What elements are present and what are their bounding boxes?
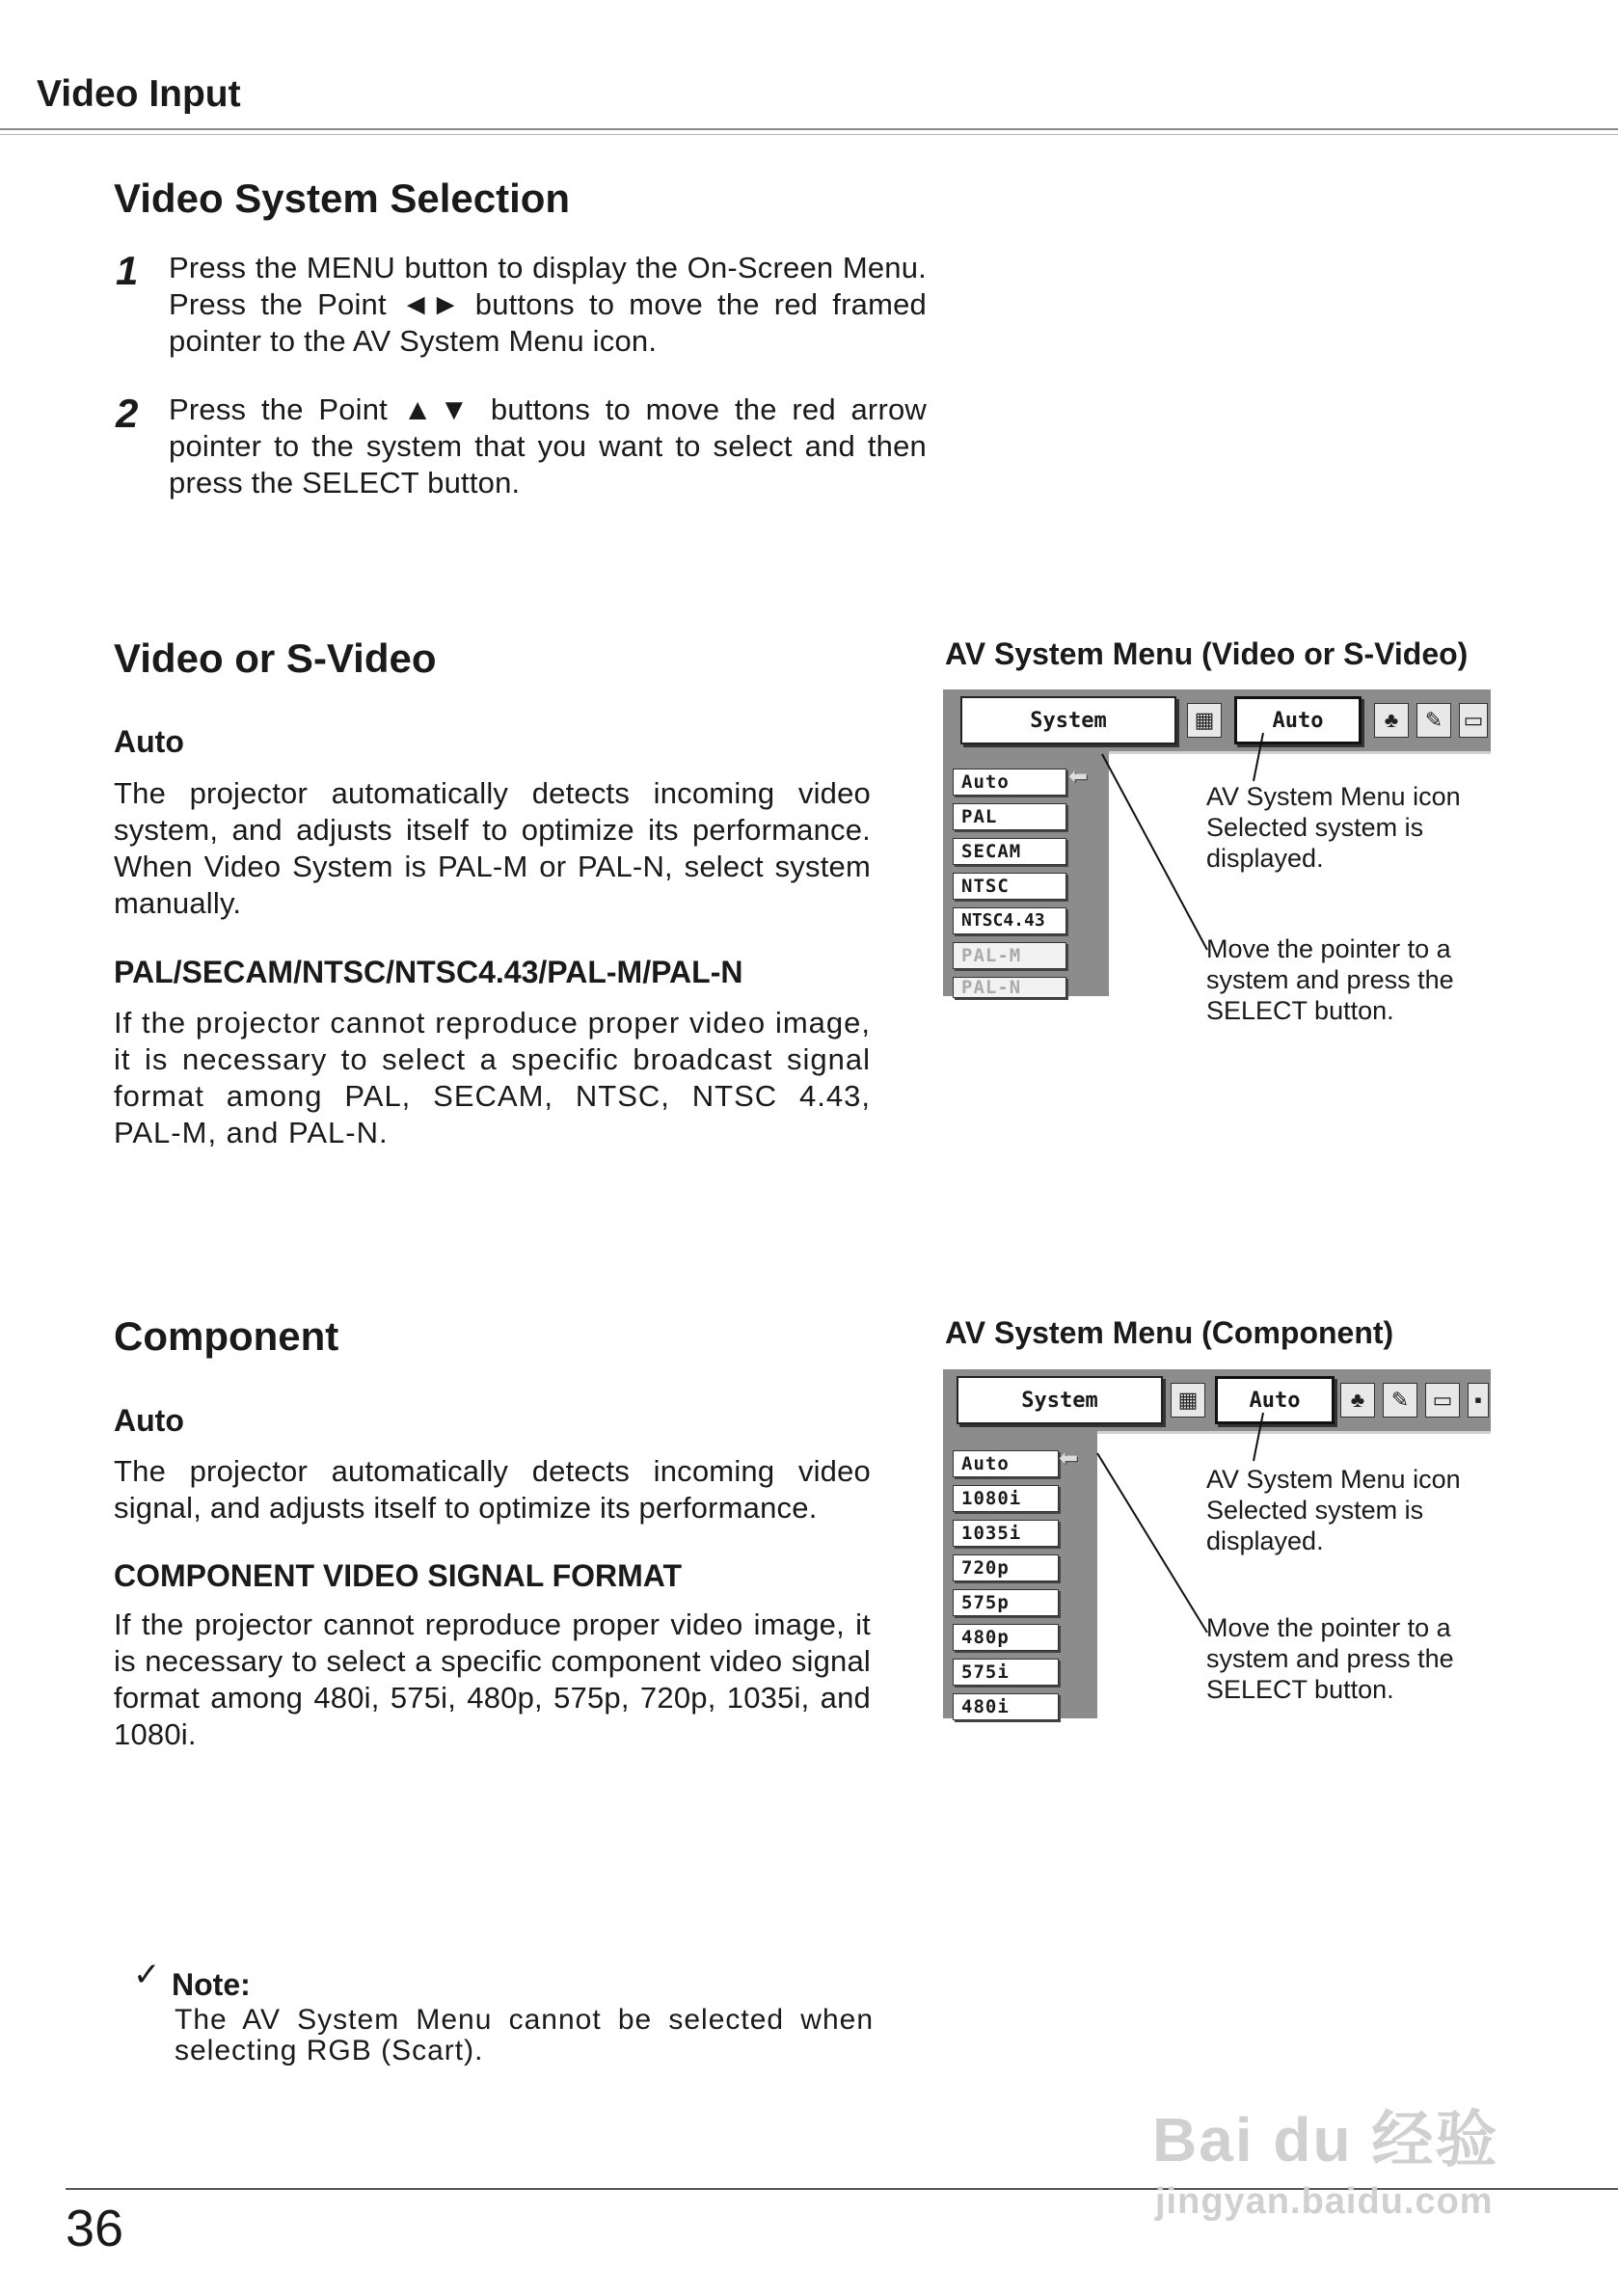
setting-icon: ✎ bbox=[1416, 703, 1451, 738]
annotation-menu-icon-component: AV System Menu icon Selected system is displayed. bbox=[1206, 1465, 1461, 1555]
section-title-component: Component bbox=[114, 1313, 339, 1359]
subsection-title-component-format: COMPONENT VIDEO SIGNAL FORMAT bbox=[114, 1558, 683, 1593]
menu-item-auto[interactable]: Auto bbox=[953, 769, 1066, 796]
menu-item-1035i[interactable]: 1035i bbox=[953, 1520, 1059, 1547]
menu-item-secam[interactable]: SECAM bbox=[953, 838, 1066, 865]
menu-item-480p[interactable]: 480p bbox=[953, 1624, 1059, 1651]
menu-item-auto[interactable]: Auto bbox=[953, 1450, 1059, 1477]
menu-item-575i[interactable]: 575i bbox=[953, 1659, 1059, 1686]
subsection-title-component-auto: Auto bbox=[114, 1403, 184, 1438]
auto-description: The projector automatically detects incoming video system, and adjusts itself to optimize its performance. When Video System is PAL-M or PAL-N, select system manually. bbox=[114, 776, 871, 920]
section-title-video-system-selection: Video System Selection bbox=[114, 176, 571, 221]
note-title: Note: bbox=[172, 1967, 251, 2002]
checkmark-icon: ✓ bbox=[133, 1957, 161, 1993]
image-adjust-icon: ♣ bbox=[1374, 703, 1409, 738]
screen-icon: ▭ bbox=[1459, 703, 1488, 738]
av-system-menu-icon: ▦ bbox=[1187, 703, 1222, 738]
figure-caption-component-menu: AV System Menu (Component) bbox=[945, 1315, 1394, 1350]
menu-item-pal[interactable]: PAL bbox=[953, 803, 1066, 830]
header-divider-thin bbox=[0, 134, 1618, 135]
component-auto-description: The projector automatically detects incoming video signal, and adjusts itself to optimize its performance. bbox=[114, 1454, 871, 1525]
step-number-2: 2 bbox=[116, 391, 139, 436]
formats-description: If the projector cannot reproduce proper video image, it is necessary to select a specific broadcast signal format among PAL, SECAM, NTSC, NTSC 4.43, PAL-M, and PAL-N. bbox=[114, 1006, 871, 1149]
step-text-1: Press the MENU button to display the On-Screen Menu. Press the Point ◄► buttons to move the red framed pointer to the AV System Menu icon. bbox=[169, 251, 927, 358]
annotation-pointer-video: Move the pointer to a system and press the SELECT button. bbox=[1206, 934, 1454, 1025]
red-arrow-pointer-icon: ⬅ bbox=[1068, 764, 1089, 790]
menu-item-pal-m[interactable]: PAL-M bbox=[953, 942, 1066, 969]
setting-icon: ✎ bbox=[1383, 1383, 1417, 1418]
header-divider bbox=[0, 128, 1618, 130]
image-adjust-icon: ♣ bbox=[1340, 1383, 1375, 1418]
menu-item-ntsc[interactable]: NTSC bbox=[953, 873, 1066, 900]
note-text: The AV System Menu cannot be selected when selecting RGB (Scart). bbox=[175, 2004, 874, 2066]
page-number: 36 bbox=[66, 2200, 124, 2257]
component-format-description: If the projector cannot reproduce proper video image, it is necessary to select a specific component video signal format among 480i, 575i, 480p, 575p, 720p, 1035i, and 1080i. bbox=[114, 1607, 871, 1751]
menu-selected-system: Auto bbox=[1234, 696, 1362, 744]
more-icon: ▪ bbox=[1468, 1383, 1489, 1418]
figure-caption-video-menu: AV System Menu (Video or S-Video) bbox=[945, 636, 1469, 671]
menu-selected-system: Auto bbox=[1215, 1376, 1335, 1424]
step-number-1: 1 bbox=[116, 248, 139, 293]
annotation-pointer-component: Move the pointer to a system and press the SELECT button. bbox=[1206, 1613, 1454, 1704]
page-header-title: Video Input bbox=[37, 73, 241, 115]
screen-icon: ▭ bbox=[1425, 1383, 1460, 1418]
red-arrow-pointer-icon: ⬅ bbox=[1059, 1445, 1079, 1472]
menu-list bbox=[943, 1431, 1097, 1718]
watermark-url: jingyan.baidu.com bbox=[1155, 2181, 1494, 2222]
subsection-title-auto: Auto bbox=[114, 724, 184, 759]
menu-system-label: System bbox=[957, 1376, 1163, 1424]
av-system-menu-icon: ▦ bbox=[1171, 1383, 1205, 1418]
annotation-menu-icon-video: AV System Menu icon Selected system is displayed. bbox=[1206, 782, 1461, 873]
menu-item-1080i[interactable]: 1080i bbox=[953, 1485, 1059, 1512]
watermark-brand: Bai du 经验 bbox=[1152, 2105, 1499, 2174]
step-text-2: Press the Point ▲▼ buttons to move the red arrow pointer to the system that you want to select and then press the SELECT button. bbox=[169, 392, 927, 500]
menu-item-480i[interactable]: 480i bbox=[953, 1693, 1059, 1720]
menu-item-pal-n[interactable]: PAL-N bbox=[953, 977, 1066, 998]
section-title-video-or-s-video: Video or S-Video bbox=[114, 635, 437, 681]
menu-item-ntsc443[interactable]: NTSC4.43 bbox=[953, 907, 1066, 934]
menu-system-label: System bbox=[960, 696, 1176, 744]
menu-item-720p[interactable]: 720p bbox=[953, 1554, 1059, 1581]
menu-item-575p[interactable]: 575p bbox=[953, 1589, 1059, 1616]
subsection-title-formats: PAL/SECAM/NTSC/NTSC4.43/PAL-M/PAL-N bbox=[114, 955, 743, 989]
